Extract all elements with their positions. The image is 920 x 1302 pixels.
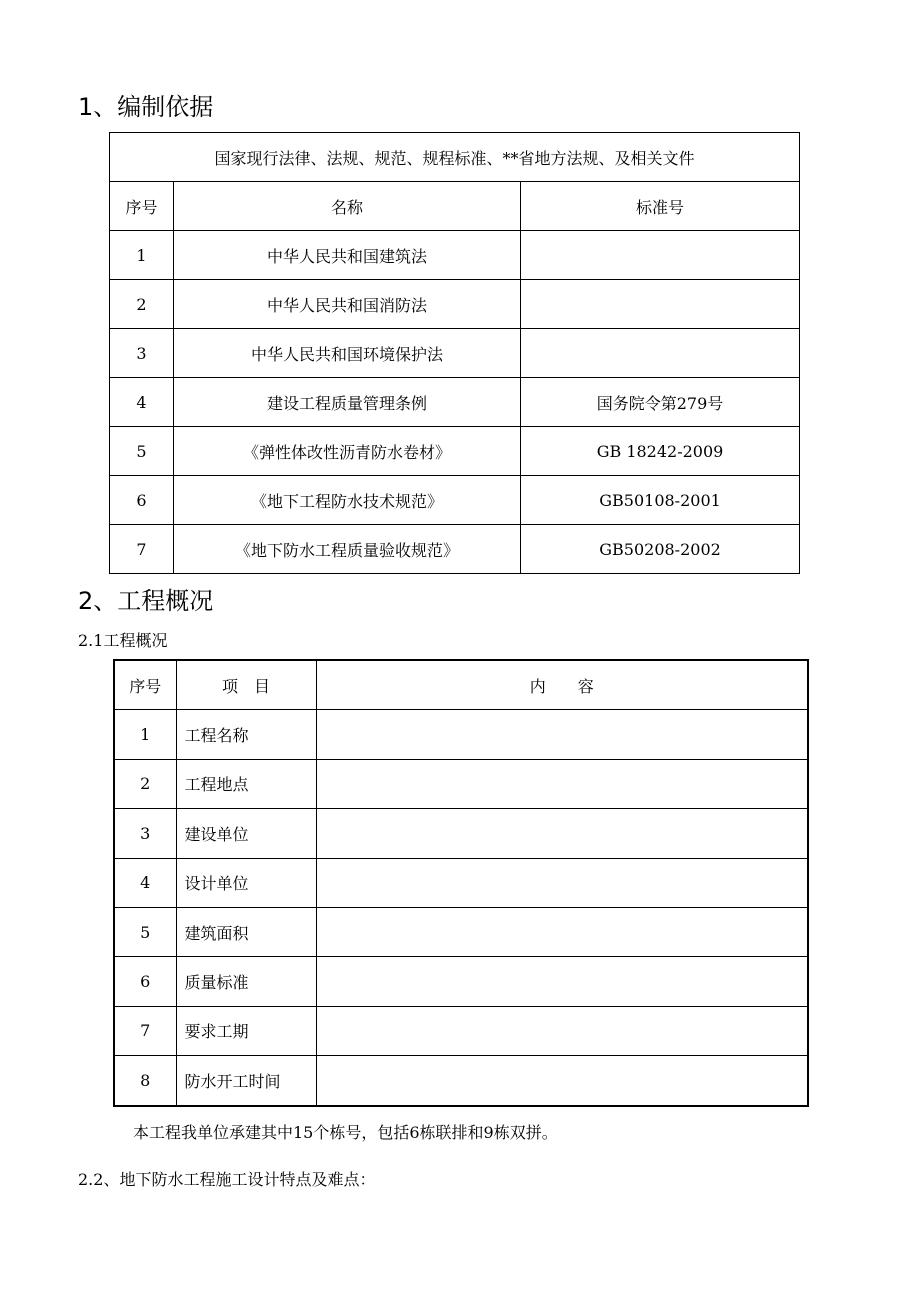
row-name: 《弹性体改性沥青防水卷材》: [174, 427, 521, 476]
basis-table-caption: 国家现行法律、法规、规范、规程标准、**省地方法规、及相关文件: [110, 133, 800, 182]
table-row: [110, 329, 800, 378]
row-index: 7: [110, 525, 174, 574]
row-item: 质量标准: [176, 957, 316, 1006]
row-index: 1: [110, 231, 174, 280]
basis-table: [109, 132, 800, 574]
table-row: [114, 858, 808, 907]
table-row: [114, 809, 808, 858]
row-content: [316, 957, 808, 1006]
row-content: [316, 858, 808, 907]
row-index: 6: [114, 957, 176, 1006]
row-name: 中华人民共和国建筑法: [174, 231, 521, 280]
row-standard: [521, 231, 800, 280]
row-standard: GB50208-2002: [521, 525, 800, 574]
row-standard: [521, 280, 800, 329]
overview-table: [113, 659, 809, 1107]
row-standard: [521, 329, 800, 378]
row-index: 2: [110, 280, 174, 329]
row-name: 中华人民共和国环境保护法: [174, 329, 521, 378]
table-row: [114, 957, 808, 1006]
row-index: 6: [110, 476, 174, 525]
table-row: [110, 280, 800, 329]
row-standard: GB50108-2001: [521, 476, 800, 525]
row-item: 要求工期: [176, 1006, 316, 1055]
row-name: 《地下工程防水技术规范》: [174, 476, 521, 525]
row-standard: GB 18242-2009: [521, 427, 800, 476]
row-index: 4: [114, 858, 176, 907]
table-row: [114, 1056, 808, 1106]
col-header-name: 名称: [174, 182, 521, 231]
col-header-item: 项 目: [176, 660, 316, 710]
row-item: 防水开工时间: [176, 1056, 316, 1106]
table-row: [114, 759, 808, 808]
table-row: [114, 907, 808, 956]
row-item: 工程名称: [176, 710, 316, 759]
subsection-2-2-title: 2.2、地下防水工程施工设计特点及难点：: [78, 1170, 376, 1189]
row-index: 7: [114, 1006, 176, 1055]
col-header-index: 序号: [114, 660, 176, 710]
table-row: [114, 1006, 808, 1055]
row-standard: 国务院令第279号: [521, 378, 800, 427]
table-row: [110, 231, 800, 280]
row-index: 8: [114, 1056, 176, 1106]
row-index: 2: [114, 759, 176, 808]
row-index: 1: [114, 710, 176, 759]
overview-table-header-row: [114, 660, 808, 710]
row-item: 建设单位: [176, 809, 316, 858]
row-content: [316, 907, 808, 956]
row-item: 设计单位: [176, 858, 316, 907]
basis-table-caption-row: [110, 133, 800, 182]
col-header-standard: 标准号: [521, 182, 800, 231]
subsection-2-1-title: 2.1工程概况: [78, 631, 168, 650]
col-header-content: 内 容: [316, 660, 808, 710]
row-index: 4: [110, 378, 174, 427]
row-name: 《地下防水工程质量验收规范》: [174, 525, 521, 574]
table-row: [110, 476, 800, 525]
table-row: [110, 378, 800, 427]
table-row: [110, 525, 800, 574]
row-content: [316, 809, 808, 858]
row-name: 中华人民共和国消防法: [174, 280, 521, 329]
row-index: 3: [114, 809, 176, 858]
row-content: [316, 710, 808, 759]
row-content: [316, 1006, 808, 1055]
row-index: 3: [110, 329, 174, 378]
row-content: [316, 1056, 808, 1106]
basis-table-header-row: [110, 182, 800, 231]
table-row: [114, 710, 808, 759]
row-name: 建设工程质量管理条例: [174, 378, 521, 427]
overview-paragraph: 本工程我单位承建其中15个栋号，包括6栋联排和9栋双拼。: [133, 1123, 558, 1142]
section2-heading: 2、工程概况: [78, 587, 214, 615]
row-index: 5: [110, 427, 174, 476]
row-item: 工程地点: [176, 759, 316, 808]
table-row: [110, 427, 800, 476]
section1-heading: 1、编制依据: [78, 93, 214, 121]
row-index: 5: [114, 907, 176, 956]
row-content: [316, 759, 808, 808]
col-header-index: 序号: [110, 182, 174, 231]
row-item: 建筑面积: [176, 907, 316, 956]
